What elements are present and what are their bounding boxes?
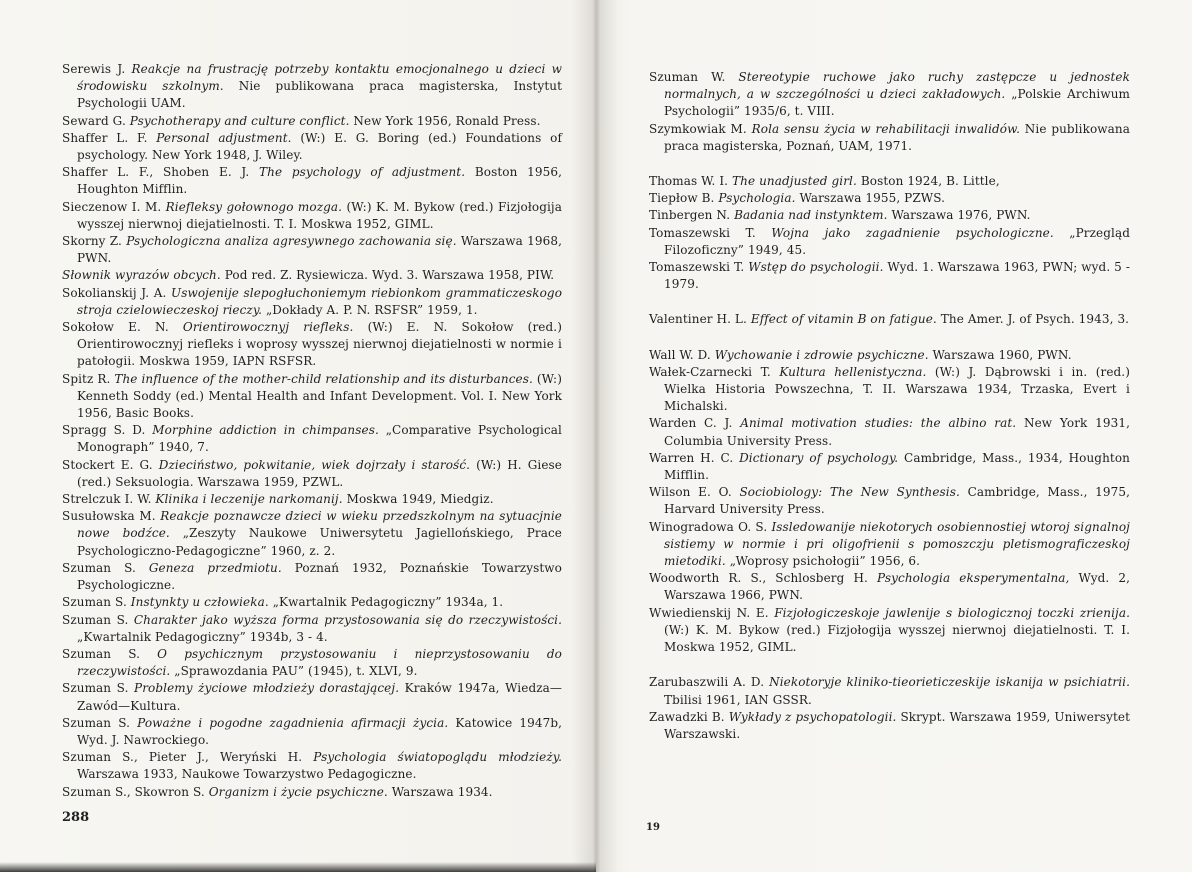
entry-publication: (W:) J. Dąbrowski i in. (red.) Wielka Historia Powszechna, T. II. Warszawa 1934, Trzaska, Evert i Michalski. xyxy=(664,364,1131,414)
book-gutter-shadow xyxy=(572,0,618,872)
entry-author: Tiepłow B. xyxy=(649,191,715,206)
entry-title: The unadjusted girl. xyxy=(732,174,857,189)
entry-title: Sociobiology: The New Synthesis. xyxy=(739,485,960,500)
entry-title: Kultura hellenistyczna. xyxy=(779,364,927,379)
entry-publication: „Sprawozdania PAU” (1945), t. XLVI, 9. xyxy=(174,664,418,679)
entry-author: Szuman S. xyxy=(62,560,136,575)
entry-publication: Skrypt. Warszawa 1959, Uniwersytet Warszawski. xyxy=(664,709,1130,741)
entry-publication: Nie publikowana praca magisterska, Instytut Psychologii UAM. xyxy=(77,79,562,111)
left-bibliography xyxy=(62,61,562,801)
entry-title: Geneza przedmiotu. xyxy=(148,560,282,575)
entry-title: Badania nad instynktem. xyxy=(734,208,888,223)
entry-title: Uswojenije slepogłuchoniemym riebionkom grammaticzeskogo stroja czielowieczeskoj rieczy. xyxy=(77,285,563,317)
entry-author: Thomas W. I. xyxy=(649,174,729,189)
bibliography-entry xyxy=(649,570,1130,604)
entry-gap xyxy=(649,293,1130,311)
entry-publication: New York 1956, Ronald Press. xyxy=(353,113,541,128)
entry-title: Wojna jako zagadnienie psychologiczne. xyxy=(771,225,1054,240)
entry-publication: Wyd. 2, Warszawa 1966, PWN. xyxy=(664,571,1130,603)
entry-author: Zarubaszwili A. D. xyxy=(649,675,765,690)
entry-publication: Cambridge, Mass., 1934, Houghton Mifflin. xyxy=(664,450,1130,483)
entry-title: Fizjołogiczeskoje jawlenije s biologicznoj toczki zrienija. xyxy=(774,605,1131,620)
entry-author: Tinbergen N. xyxy=(649,208,731,223)
entry-title: Problemy życiowe młodzieży dorastającej. xyxy=(134,681,400,696)
entry-publication: „Comparative Psychological Monograph” 1940, 7. xyxy=(77,423,562,455)
bibliography-entry xyxy=(649,173,1130,190)
entry-publication: (W:) K. M. Bykow (red.) Fizjołogija wysszej nierwnoj diejatielnosti. T. I. Moskwa 1952, GIML. xyxy=(77,199,562,231)
entry-author: Woodworth R. S., Schlosberg H. xyxy=(649,571,868,586)
entry-title: Reakcje poznawcze dzieci w wieku przedszkolnym na sytuacjnie nowe bodźce. xyxy=(77,509,563,541)
entry-title: Animal motivation studies: the albino rat. xyxy=(740,416,1017,431)
bibliography-entry xyxy=(62,784,562,801)
bibliography-entry xyxy=(649,709,1130,743)
right-bibliography xyxy=(649,69,1130,743)
entry-publication: Pod red. Z. Rysiewicza. Wyd. 3. Warszawa 1958, PIW. xyxy=(224,268,555,283)
bibliography-entry xyxy=(649,207,1130,224)
entry-publication: „Przegląd Filozoficzny” 1949, 45. xyxy=(664,225,1130,257)
entry-author: Sokolianskij J. A. xyxy=(62,285,167,300)
entry-author: Sieczenow I. M. xyxy=(62,199,162,214)
entry-publication: Warszawa 1976, PWN. xyxy=(891,208,1031,223)
entry-publication: (W:) Kenneth Soddy (ed.) Mental Health and Infant Development. Vol. I. New York 1956, Basic Books. xyxy=(77,371,562,421)
entry-title: Wychowanie i zdrowie psychiczne. xyxy=(714,347,929,362)
entry-author: Shaffer L. F., Shoben E. J. xyxy=(62,165,250,180)
entry-title: Stereotypie ruchowe jako ruchy zastępcze u jednostek normalnych, a w szczególności u dzieci zakładowych. xyxy=(664,70,1130,102)
entry-publication: Poznań 1932, Poznańskie Towarzystwo Psychologiczne. xyxy=(77,560,562,593)
entry-author: Shaffer L. F. xyxy=(62,130,148,145)
entry-publication: (W:) E. N. Sokołow (red.) Orientirowocznyj riefleks i woprosy wysszej nierwnoj diejatielnosti w normie i patołogii. Moskwa 1959, IAPN RSFSR. xyxy=(77,320,562,369)
entry-title: Wykłady z psychopatologii. xyxy=(728,709,897,724)
bibliography-entry xyxy=(62,457,562,491)
entry-publication: „Woprosy psichołogii” 1956, 6. xyxy=(729,554,921,569)
bibliography-entry xyxy=(62,285,562,319)
entry-author: Szuman S. xyxy=(62,595,127,610)
entry-author: Szuman S. xyxy=(62,646,141,661)
bibliography-entry xyxy=(62,130,562,164)
entry-publication: Warszawa 1968, PWN. xyxy=(77,234,563,266)
bibliography-entry xyxy=(649,519,1130,571)
entry-title: Orientirowocznyj riefleks. xyxy=(182,320,354,335)
entry-title: Charakter jako wyższa forma przystosowania się do rzeczywistości. xyxy=(133,612,563,627)
bibliography-entry xyxy=(62,319,562,371)
entry-author: Warden C. J. xyxy=(649,416,733,431)
entry-author: Strelczuk I. W. xyxy=(62,492,152,507)
bibliography-entry xyxy=(62,646,562,680)
bibliography-entry xyxy=(62,422,562,456)
entry-title: Psychologiczna analiza agresywnego zachowania się. xyxy=(126,234,457,249)
entry-title: Niekotoryje kliniko-tieorieticzeskije iskanija w psichiatrii. xyxy=(769,675,1130,690)
entry-title: The influence of the mother-child relationship and its disturbances. xyxy=(114,371,533,386)
bibliography-entry xyxy=(649,69,1130,121)
entry-gap xyxy=(649,656,1130,674)
entry-publication: Warszawa 1933, Naukowe Towarzystwo Pedagogiczne. xyxy=(77,767,417,782)
entry-title: Poważne i pogodne zagadnienia afirmacji życia. xyxy=(137,715,449,730)
bibliography-entry xyxy=(649,225,1130,259)
entry-title: Issledowanije niekotorych osobiennostiej wtoroj signalnoj sistiemy w normie i pri oligofrienii s pomoszczju pletismograficzeskoj mietodiki. xyxy=(664,519,1130,569)
entry-author: Szuman S. xyxy=(62,681,129,696)
entry-title: Psychologia. xyxy=(718,191,796,206)
entry-publication: Warszawa 1934. xyxy=(391,784,493,799)
bibliography-entry xyxy=(649,259,1130,293)
entry-title: Wstęp do psychologii. xyxy=(748,260,884,275)
bibliography-entry xyxy=(649,121,1130,155)
entry-publication: Warszawa 1955, PZWS. xyxy=(799,191,946,206)
bibliography-entry xyxy=(62,680,562,714)
entry-author: Wałek-Czarnecki T. xyxy=(649,364,771,379)
bibliography-entry xyxy=(62,199,562,233)
entry-publication: Katowice 1947b, Wyd. J. Nawrockiego. xyxy=(77,715,563,747)
entry-author: Spitz R. xyxy=(62,371,111,386)
entry-title: Klinika i leczenije narkomanij. xyxy=(155,492,343,507)
entry-author: Warren H. C. xyxy=(649,450,734,465)
right-page xyxy=(596,0,1192,872)
entry-author: Spragg S. D. xyxy=(62,423,146,438)
bibliography-entry xyxy=(62,267,562,284)
entry-author: Zawadzki B. xyxy=(649,709,725,724)
entry-author: Seward G. xyxy=(62,113,126,128)
entry-title: Dictionary of psychology. xyxy=(739,450,899,465)
entry-title: Rola sensu życia w rehabilitacji inwalidów. xyxy=(751,121,1020,136)
entry-title: Effect of vitamin B on fatigue. xyxy=(750,312,937,327)
page-number-right: 19 xyxy=(646,822,660,833)
entry-author: Szuman S., Pieter J., Weryński H. xyxy=(62,750,303,765)
bibliography-entry xyxy=(62,371,562,423)
entry-publication: „Kwartalnik Pedagogiczny” 1934b, 3 - 4. xyxy=(77,629,328,644)
entry-publication: Nie publikowana praca magisterska, Poznań, UAM, 1971. xyxy=(664,121,1130,153)
entry-author: Wall W. D. xyxy=(649,347,711,362)
entry-publication: Cambridge, Mass., 1975, Harvard University Press. xyxy=(664,485,1131,517)
entry-author: Susułowska M. xyxy=(62,509,156,524)
entry-publication: Tbilisi 1961, IAN GSSR. xyxy=(664,692,812,707)
bibliography-entry xyxy=(649,190,1130,207)
bibliography-entry xyxy=(649,364,1130,416)
entry-publication: (W:) E. G. Boring (ed.) Foundations of psychology. New York 1948, J. Wiley. xyxy=(77,130,563,163)
bibliography-entry xyxy=(62,715,562,749)
entry-title: Morphine addiction in chimpanses. xyxy=(152,423,379,438)
entry-title: Organizm i życie psychiczne. xyxy=(208,784,388,799)
entry-author: Sokołow E. N. xyxy=(62,320,169,335)
entry-author: Stockert E. G. xyxy=(62,457,153,472)
page-number-left: 288 xyxy=(62,810,90,825)
bibliography-entry xyxy=(62,508,562,560)
entry-author: Tomaszewski T. xyxy=(649,260,745,275)
entry-title: Personal adjustment. xyxy=(156,130,292,145)
entry-title: Riefleksy gołownogo mozga. xyxy=(165,199,343,214)
entry-title: Instynkty u człowieka. xyxy=(130,595,269,610)
bibliography-entry xyxy=(649,347,1130,364)
entry-publication: (W:) K. M. Bykow (red.) Fizjołogija wysszej nierwnoj diejatielnosti. T. I. Moskwa 1952, GIML. xyxy=(664,622,1130,655)
entry-publication: Warszawa 1960, PWN. xyxy=(932,347,1072,362)
entry-author: Wilson E. O. xyxy=(649,485,732,500)
entry-author: Szuman S. xyxy=(62,612,129,627)
bibliography-entry xyxy=(62,491,562,508)
bibliography-entry xyxy=(649,605,1130,657)
entry-author: Valentiner H. L. xyxy=(649,312,747,327)
entry-title: Psychotherapy and culture conflict. xyxy=(129,113,350,128)
entry-author: Winogradowa O. S. xyxy=(649,519,768,534)
bibliography-entry xyxy=(649,484,1130,518)
bibliography-entry xyxy=(62,61,562,113)
entry-author: Szuman S., Skowron S. xyxy=(62,784,205,799)
entry-author: Tomaszewski T. xyxy=(649,225,756,240)
bibliography-entry xyxy=(62,233,562,267)
entry-gap xyxy=(649,329,1130,347)
entry-author: Skorny Z. xyxy=(62,234,122,249)
entry-publication: „Kwartalnik Pedagogiczny” 1934a, 1. xyxy=(272,595,504,610)
page-bottom-shadow xyxy=(0,862,596,872)
bibliography-entry xyxy=(649,415,1130,449)
bibliography-entry xyxy=(649,674,1130,708)
bibliography-entry xyxy=(62,594,562,611)
entry-title: Reakcje na frustrację potrzeby kontaktu emocjonalnego u dzieci w środowisku szkolnym. xyxy=(77,62,563,94)
entry-author: Szuman S. xyxy=(62,715,131,730)
entry-author: Serewis J. xyxy=(62,62,126,76)
entry-publication: „Zeszyty Naukowe Uniwersytetu Jagiellońskiego, Prace Psychologiczno-Pedagogiczne” 1960, z. 2. xyxy=(77,526,562,558)
bibliography-entry xyxy=(62,560,562,594)
entry-author: Szymkowiak M. xyxy=(649,121,747,136)
bibliography-entry xyxy=(62,749,562,783)
bibliography-entry xyxy=(62,612,562,646)
entry-title: Dzieciństwo, pokwitanie, wiek dojrzały i starość. xyxy=(158,457,471,472)
entry-author: Szuman W. xyxy=(649,70,726,84)
entry-publication: Moskwa 1949, Miedgiz. xyxy=(346,492,494,507)
entry-title: The psychology of adjustment. xyxy=(259,165,466,180)
entry-publication: Boston 1956, Houghton Mifflin. xyxy=(77,165,562,197)
entry-publication: „Polskie Archiwum Psychologii” 1935/6, t. VIII. xyxy=(664,87,1131,119)
entry-publication: Wyd. 1. Warszawa 1963, PWN; wyd. 5 - 1979. xyxy=(664,260,1130,292)
entry-title: O psychicznym przystosowaniu i nieprzystosowaniu do rzeczywistości. xyxy=(77,646,562,679)
entry-gap xyxy=(649,155,1130,173)
entry-author: Wwiedienskij N. E. xyxy=(649,605,769,620)
entry-publication: „Dokłady A. P. N. RSFSR” 1959, 1. xyxy=(265,302,478,317)
entry-title: Słownik wyrazów obcych. xyxy=(62,268,221,283)
entry-publication: Kraków 1947a, Wiedza—Zawód—Kultura. xyxy=(77,681,562,713)
entry-title: Psychologia eksperymentalna, xyxy=(877,571,1070,586)
entry-publication: Boston 1924, B. Little, xyxy=(860,174,1000,189)
entry-publication: (W:) H. Giese (red.) Seksuologia. Warszawa 1959, PZWL. xyxy=(77,457,562,489)
entry-title: Psychologia światopoglądu młodzieży. xyxy=(313,750,562,765)
bibliography-entry xyxy=(62,164,562,198)
bibliography-entry xyxy=(649,450,1130,484)
bibliography-entry xyxy=(649,311,1130,328)
entry-publication: The Amer. J. of Psych. 1943, 3. xyxy=(940,312,1130,327)
bibliography-entry xyxy=(62,113,562,130)
entry-publication: New York 1931, Columbia University Press. xyxy=(664,416,1130,448)
